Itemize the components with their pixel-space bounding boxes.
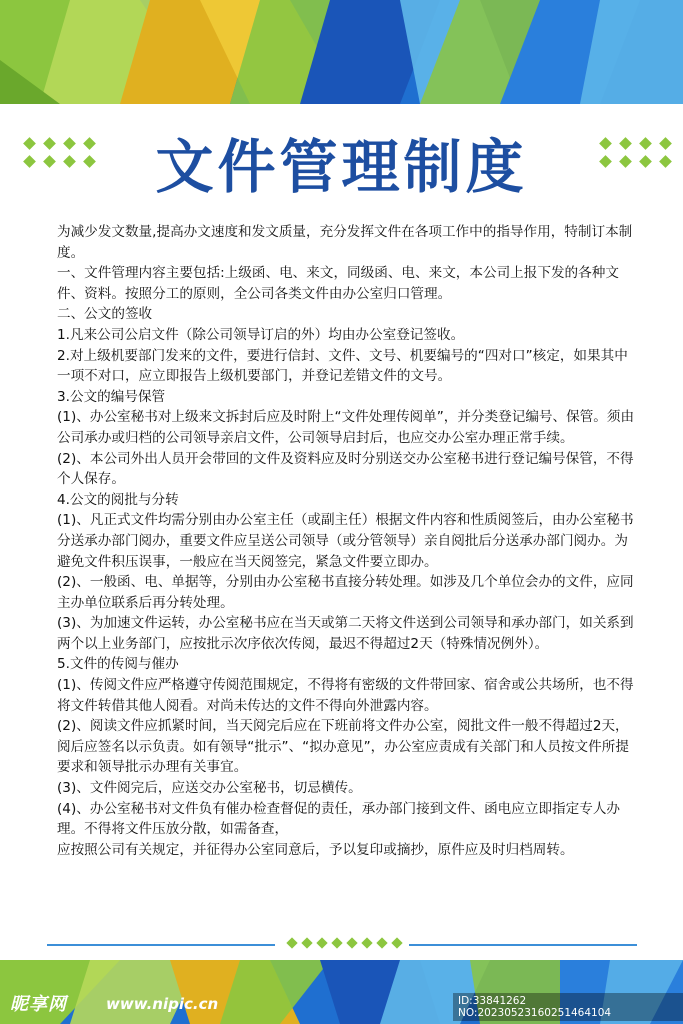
divider-line-left: [47, 944, 275, 946]
paragraph: (2)、一般函、电、单据等，分别由办公室秘书直接分转处理。如涉及几个单位会办的文件，应同主办单位联系后再分转处理。: [57, 574, 634, 611]
section-heading: 4.公文的阅批与分转: [57, 491, 179, 508]
paragraph: (3)、为加速文件运转，办公室秘书应在当天或第二天将文件送到公司领导和承办部门，如关系到两个以上业务部门，应按批示次序依次传阅，最迟不得超过2天（特殊情况例外）。: [57, 615, 634, 652]
paragraph: (1)、传阅文件应严格遵守传阅范围规定，不得将有密级的文件带回家、宿舍或公共场所，也不得将文件转借其他人阅看。对尚未传达的文件不得向外泄露内容。: [57, 677, 634, 714]
section-heading: 二、公文的签收: [57, 306, 153, 323]
paragraph: 一、文件管理内容主要包括:上级函、电、来文，同级函、电、来文，本公司上报下发的各种文件、资料。按照分工的原则，全公司各类文件由办公室归口管理。: [57, 265, 619, 302]
top-band-graphic: [0, 0, 683, 104]
divider-line-right: [409, 944, 637, 946]
bottom-divider: [0, 939, 683, 951]
right-diamond-dots: [601, 139, 673, 166]
top-decorative-band: [0, 0, 683, 104]
paragraph: (3)、文件阅完后，应送交办公室秘书，切忌横传。: [57, 780, 362, 797]
paragraph: (1)、凡正式文件均需分别由办公室主任（或副主任）根据文件内容和性质阅签后，由办公室秘书分送承办部门阅办，重要文件应呈送公司领导（或分管领导）亲自阅批后分送承办部门阅办。为避免文件积压误事，一般应在当天阅签完，紧急文件要立即办。: [57, 512, 634, 570]
section-heading: 3.公文的编号保管: [57, 388, 166, 405]
paragraph: (1)、办公室秘书对上级来文拆封后应及时附上“文件处理传阅单”，并分类登记编号、保管。须由公司承办或归档的公司领导亲启文件，公司领导启封后，也应交办公室办理正常手续。: [57, 409, 635, 446]
watermark-url: www.nipic.cn: [106, 995, 219, 1013]
paragraph: 为减少发文数量,提高办文速度和发文质量，充分发挥文件在各项工作中的指导作用，特制订本制度。: [57, 224, 633, 261]
paragraph: 1.凡来公司公启文件（除公司领导订启的外）均由办公室登记签收。: [57, 326, 465, 343]
divider-diamond-dots: [288, 939, 401, 947]
paragraph: (4)、办公室秘书对文件负有催办检查督促的责任，承办部门接到文件、函电应立即指定专人办理。不得将文件压放分散，如需备查，: [57, 800, 621, 838]
section-heading: 5.文件的传阅与催办: [57, 656, 179, 673]
paragraph: (2)、阅读文件应抓紧时间，当天阅完后应在下班前将文件办公室，阅批文件一般不得超过2天，阅后应签名以示负责。如有领导“批示”、“拟办意见”，办公室应责成有关部门和人员按文件所提要求和领导批示办理有关事宜。: [57, 718, 629, 776]
paragraph: (2)、本公司外出人员开会带回的文件及资料应及时分别送交办公室秘书进行登记编号保管，不得个人保存。: [57, 450, 634, 488]
watermark-logo: 昵享网: [10, 994, 67, 1015]
document-body: [57, 222, 637, 860]
page-title: 文件管理制度: [155, 133, 528, 201]
paragraph: 应按照公司有关规定，并征得办公室同意后，予以复印或摘抄，原件应及时归档周转。: [57, 841, 574, 858]
watermark-id: ID:33841262 NO:20230523160251464104: [453, 993, 683, 1021]
paragraph: 2.对上级机要部门发来的文件，要进行信封、文件、文号、机要编号的“四对口”核定，如果其中一项不对口，应立即报告上级机要部门，并登记差错文件的文号。: [57, 347, 628, 385]
